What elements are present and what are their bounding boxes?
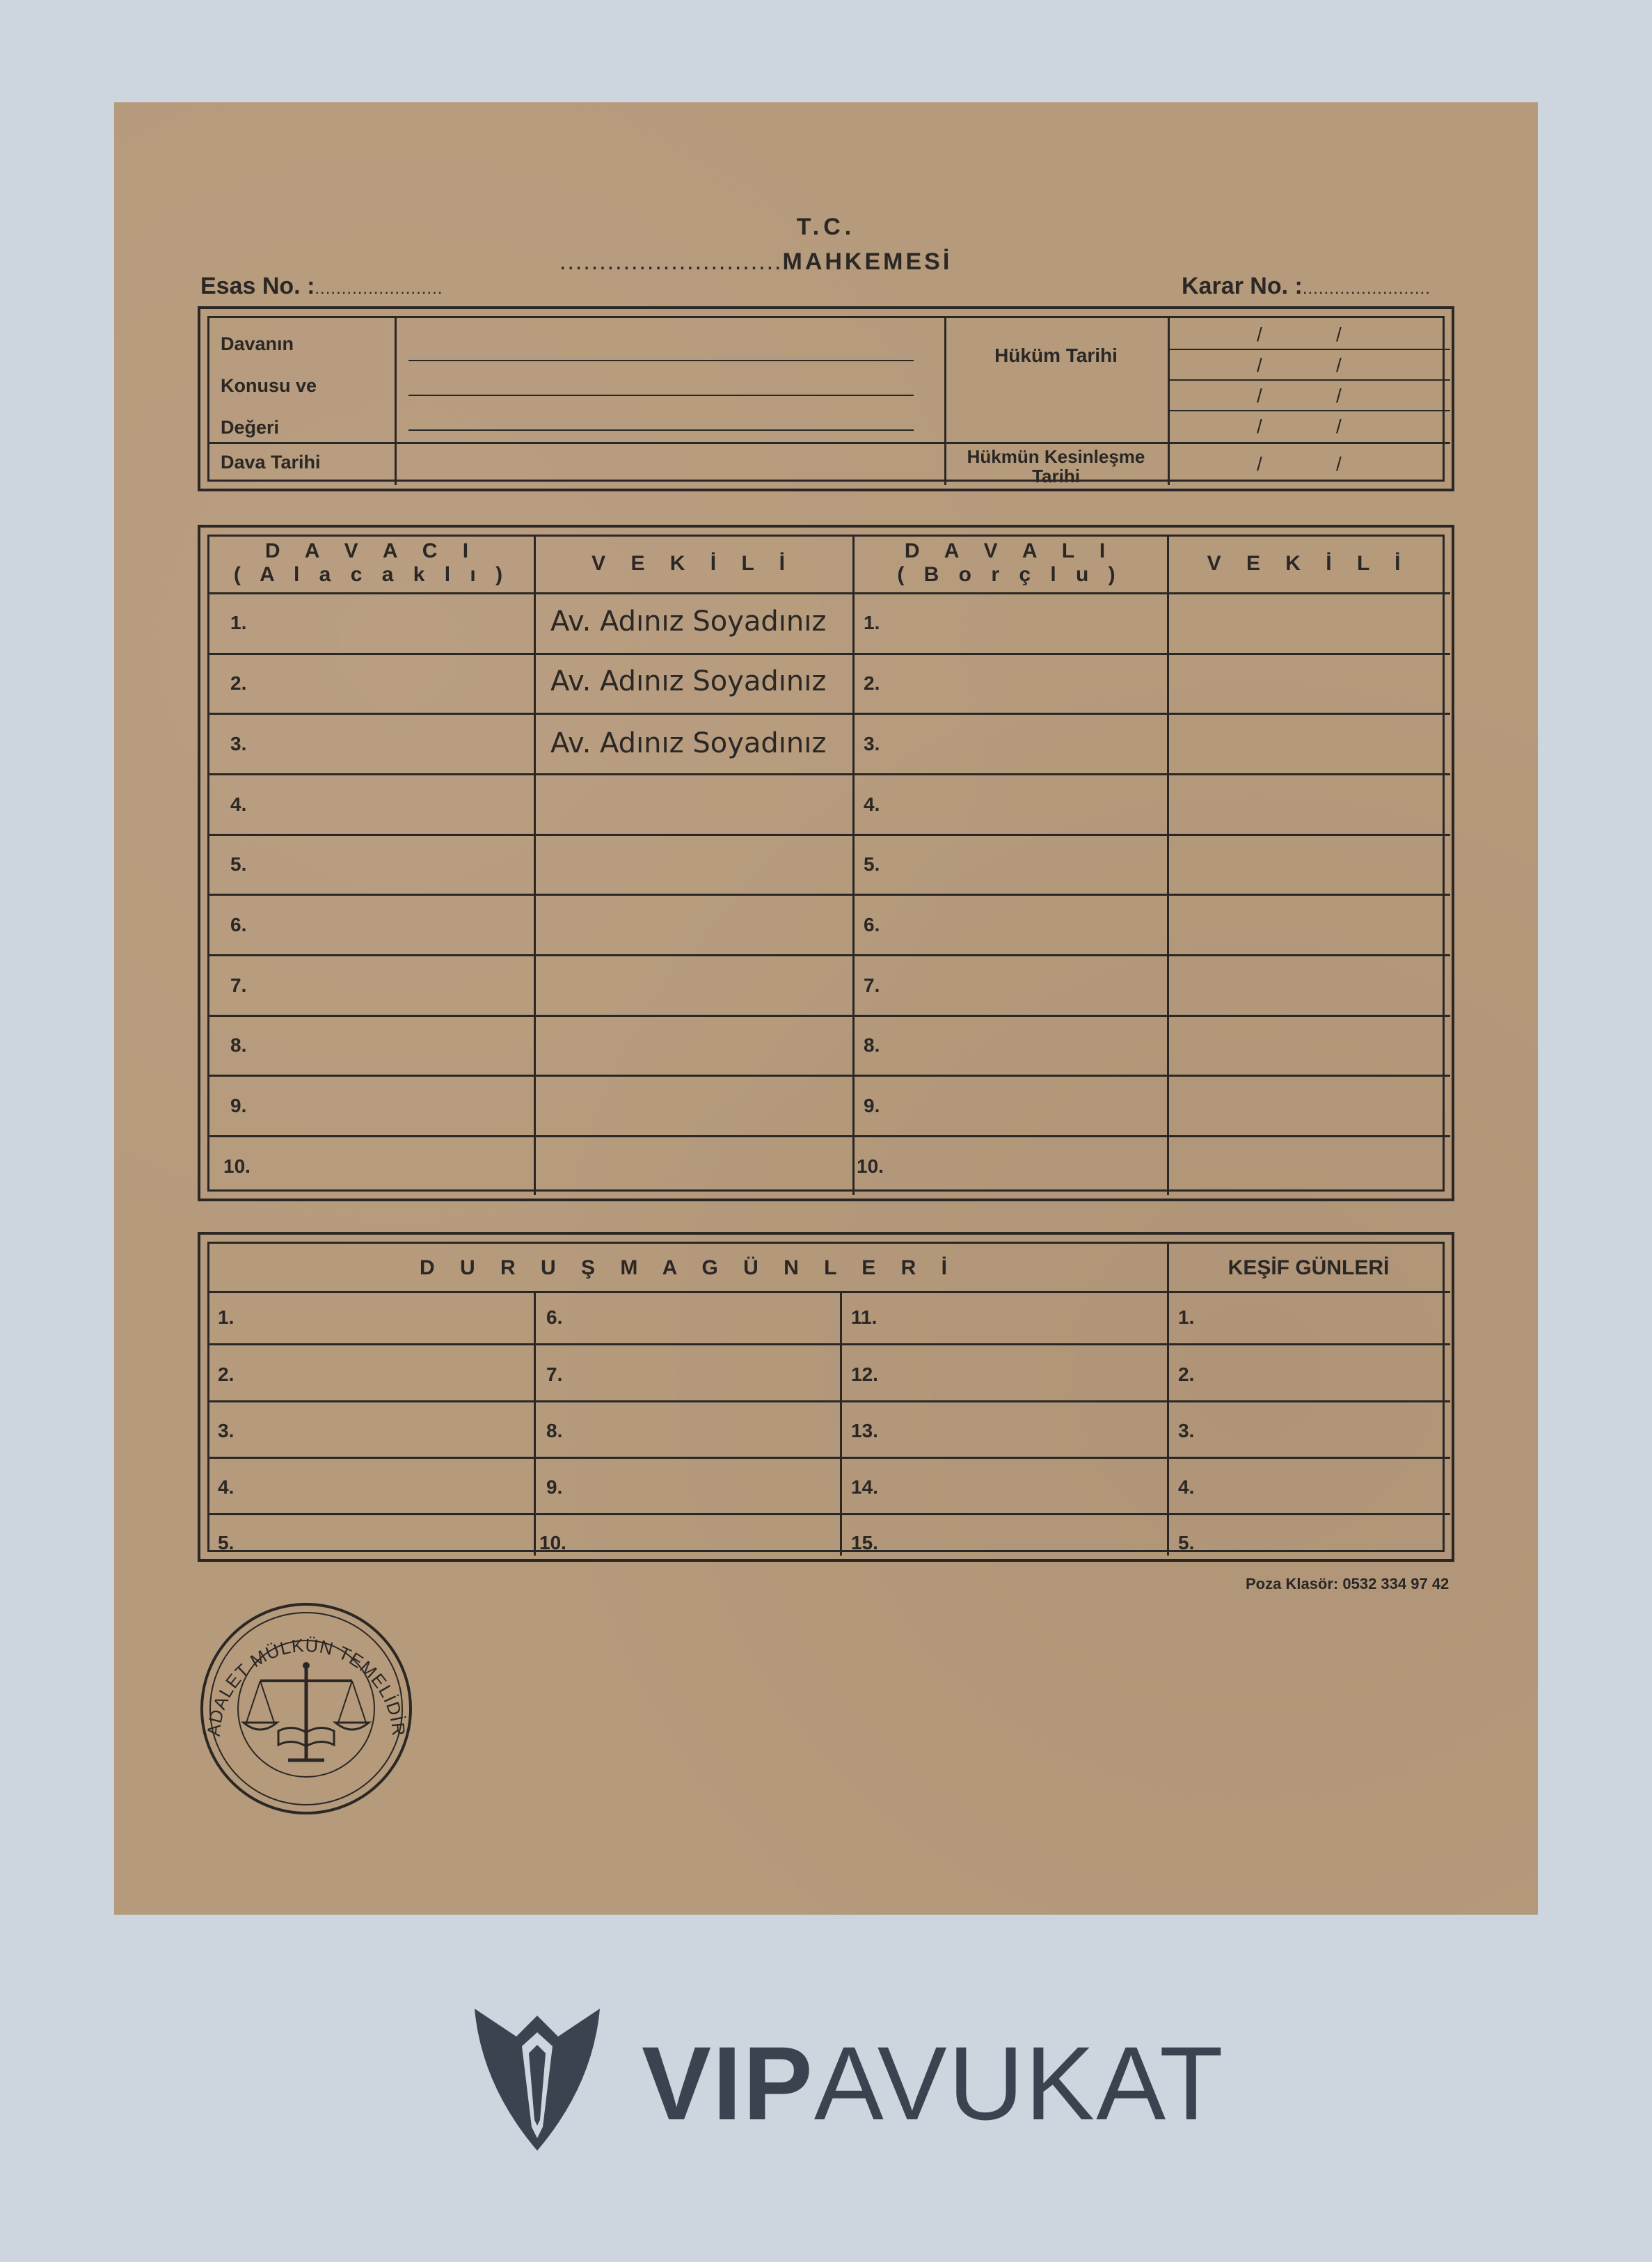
davali-row-number: 7.	[864, 974, 880, 996]
durusma-day-number: 10.	[539, 1532, 566, 1553]
kesif-day-number: 4.	[1178, 1476, 1195, 1498]
durusma-day-number: 2.	[218, 1363, 235, 1385]
davaci-row-number: 7.	[230, 974, 247, 996]
borclu-heading: ( B o r ç l u )	[897, 563, 1122, 586]
davaci-lawyer-name: Av. Adınız Soyadınız	[550, 665, 827, 697]
davaci-row-number: 6.	[230, 914, 247, 935]
davali-vekili-heading: V E K İ L İ	[1207, 552, 1411, 575]
davali-row-number: 2.	[864, 672, 880, 694]
davali-row-number: 3.	[864, 733, 880, 754]
davaci-vekili-heading: V E K İ L İ	[591, 552, 795, 575]
davaci-row-number: 10.	[223, 1155, 251, 1177]
court-heading	[559, 248, 952, 276]
davali-heading: D A V A L I	[904, 539, 1115, 562]
kraft-folder-cover	[114, 102, 1538, 1915]
kesif-day-number: 2.	[1178, 1363, 1195, 1385]
durusma-day-number: 1.	[218, 1306, 235, 1328]
davali-row-number: 10.	[857, 1155, 884, 1177]
kesinlesme-tarihi-label: Tarihi	[1032, 466, 1080, 487]
davaci-row-number: 2.	[230, 672, 247, 694]
tc-heading: T.C.	[796, 214, 856, 240]
davali-row-number: 5.	[864, 853, 880, 875]
durusma-day-number: 15.	[851, 1532, 878, 1553]
davaci-row-number: 5.	[230, 853, 247, 875]
davali-row-number: 6.	[864, 914, 880, 935]
parties-table	[198, 525, 1454, 1201]
durusma-day-number: 9.	[546, 1476, 563, 1498]
davaci-row-number: 1.	[230, 612, 247, 633]
court-dots: ............................	[559, 248, 783, 275]
date-slash: /	[1336, 385, 1342, 406]
davali-row-number: 1.	[864, 612, 880, 633]
karar-label: Karar No. :	[1182, 273, 1303, 299]
davaci-row-number: 8.	[230, 1034, 247, 1056]
alacakli-heading: ( A l a c a k l ı )	[233, 563, 510, 586]
davaci-lawyer-name: Av. Adınız Soyadınız	[550, 727, 827, 759]
court-label: MAHKEMESİ	[782, 248, 953, 275]
date-slash: /	[1257, 453, 1262, 475]
brand-bold: VIP	[642, 2025, 814, 2142]
durusma-day-number: 4.	[218, 1476, 235, 1498]
davaci-heading: D A V A C I	[264, 539, 479, 562]
hearing-days-table	[198, 1232, 1454, 1562]
case-info-table	[198, 306, 1454, 491]
esas-dots: ........................	[315, 279, 443, 298]
durusma-day-number: 7.	[546, 1363, 563, 1385]
durusma-day-number: 3.	[218, 1420, 235, 1441]
date-slash: /	[1257, 354, 1262, 376]
durusma-day-number: 11.	[851, 1306, 877, 1328]
durusma-day-number: 12.	[851, 1363, 878, 1385]
brand-wordmark	[642, 2025, 1225, 2142]
konusu-label: Konusu ve	[221, 375, 317, 396]
kesif-day-number: 3.	[1178, 1420, 1195, 1441]
davaci-row-number: 3.	[230, 733, 247, 754]
date-slash: /	[1336, 324, 1342, 345]
durusma-day-number: 5.	[218, 1532, 235, 1553]
date-slash: /	[1336, 354, 1342, 376]
vip-avukat-logo-icon	[468, 2002, 607, 2156]
durusma-day-number: 14.	[851, 1476, 878, 1498]
degeri-label: Değeri	[221, 417, 280, 438]
kesif-gunleri-heading: KEŞİF GÜNLERİ	[1228, 1256, 1390, 1279]
brand-light: AVUKAT	[813, 2025, 1225, 2142]
kesif-day-number: 1.	[1178, 1306, 1195, 1328]
davanin-label: Davanın	[221, 333, 294, 354]
date-slash: /	[1336, 453, 1342, 475]
davaci-lawyer-name: Av. Adınız Soyadınız	[550, 606, 827, 638]
date-slash: /	[1336, 416, 1342, 437]
davali-row-number: 8.	[864, 1034, 880, 1056]
davaci-row-number: 9.	[230, 1095, 247, 1116]
davali-row-number: 4.	[864, 793, 880, 815]
date-slash: /	[1257, 385, 1262, 406]
karar-dots: ........................	[1302, 279, 1431, 298]
date-slash: /	[1257, 324, 1262, 345]
justice-seal-icon	[196, 1599, 416, 1819]
hukum-tarihi-label: Hüküm Tarihi	[994, 345, 1118, 366]
karar-no	[1182, 273, 1431, 300]
dava-tarihi-label: Dava Tarihi	[221, 452, 321, 473]
esas-no	[200, 273, 443, 300]
davali-row-number: 9.	[864, 1095, 880, 1116]
footer-contact-note: Poza Klasör: 0532 334 97 42	[1246, 1575, 1450, 1592]
durusma-day-number: 6.	[546, 1306, 563, 1328]
kesif-day-number: 5.	[1178, 1532, 1195, 1553]
hukmun-kesinlesme-label: Hükmün Kesinleşme	[967, 446, 1145, 467]
esas-label: Esas No. :	[200, 273, 315, 299]
davaci-row-number: 4.	[230, 793, 247, 815]
durusma-gunleri-heading: D U R U Ş M A G Ü N L E R İ	[420, 1256, 957, 1279]
durusma-day-number: 13.	[851, 1420, 878, 1441]
durusma-day-number: 8.	[546, 1420, 563, 1441]
seal-text: ADALET MÜLKÜN TEMELİDİR	[202, 1634, 410, 1737]
date-slash: /	[1257, 416, 1262, 437]
